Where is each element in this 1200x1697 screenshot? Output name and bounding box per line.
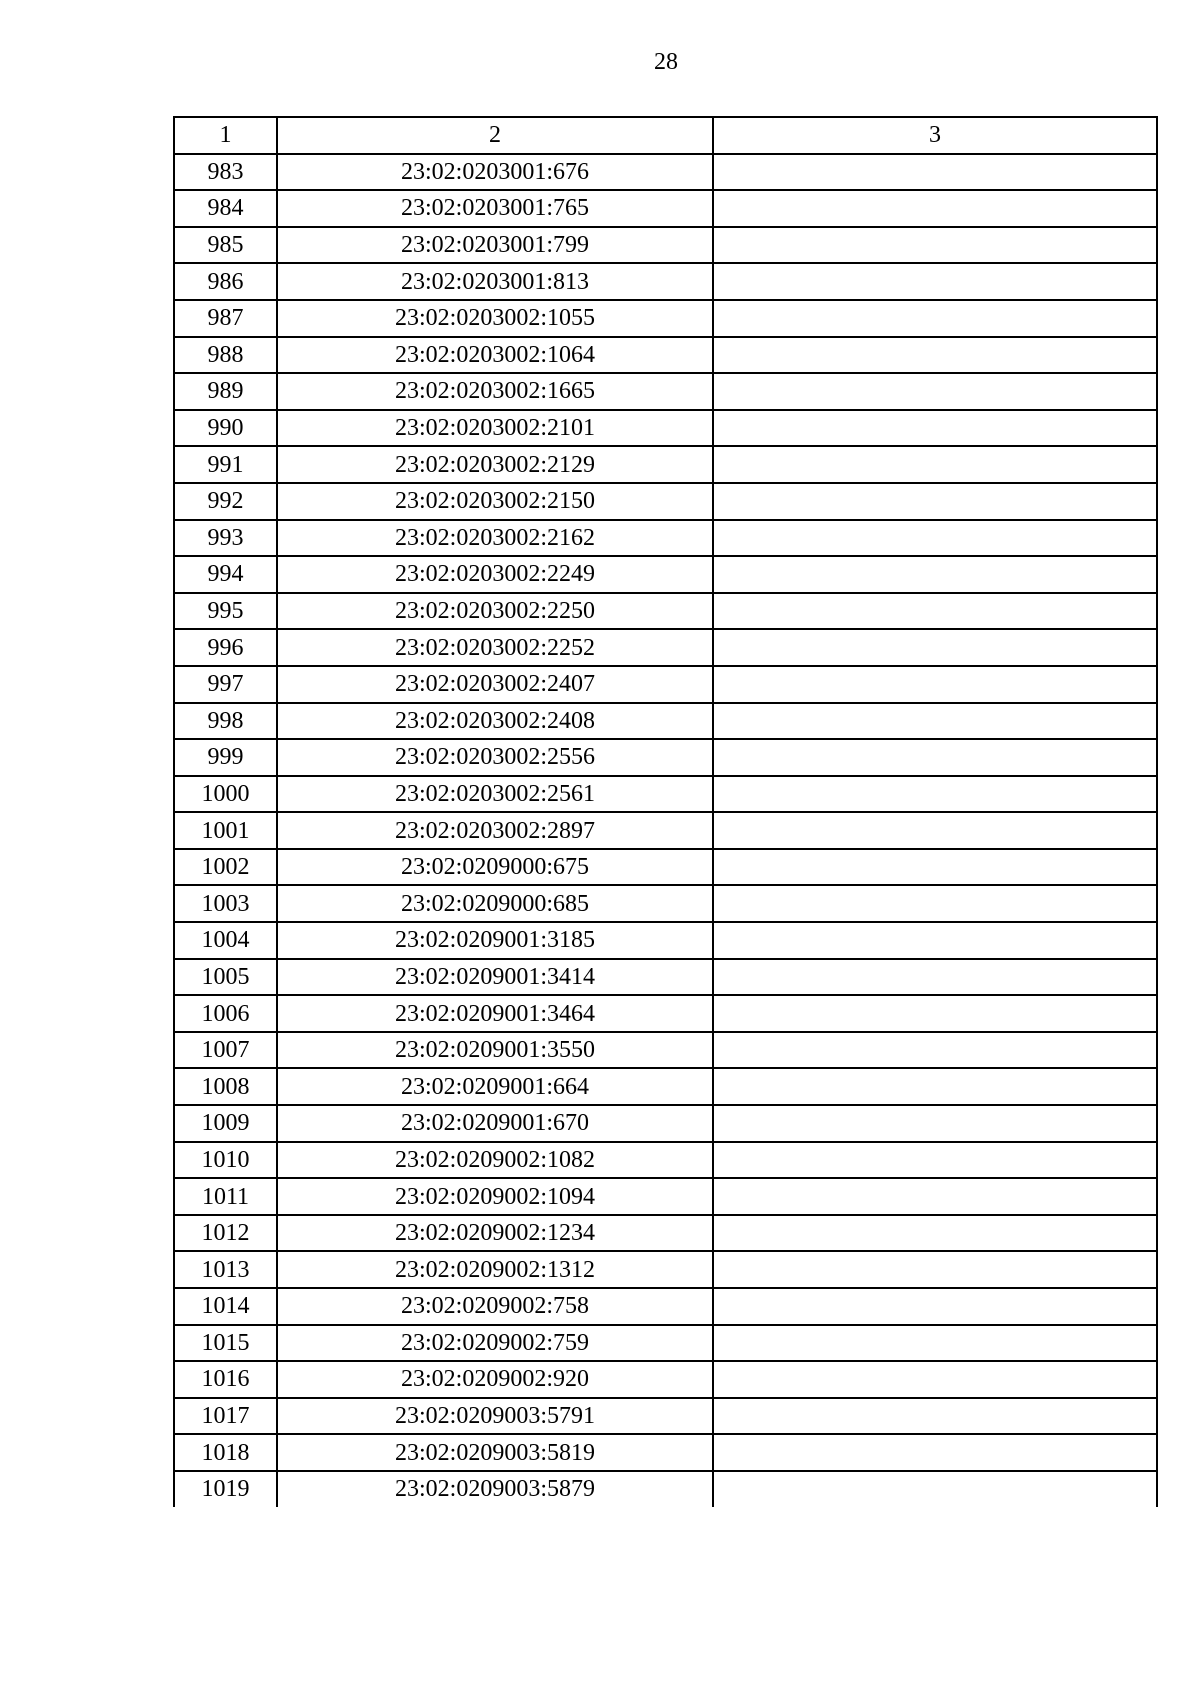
table-row: [174, 1325, 1157, 1362]
table-row: [174, 1361, 1157, 1398]
note-cell: [713, 1288, 1157, 1325]
cadastral-number-cell: 23:02:0209002:1234: [277, 1215, 713, 1252]
row-number-cell: 995: [174, 593, 277, 630]
cadastral-number-cell: 23:02:0203002:2561: [277, 776, 713, 813]
row-number-cell: 984: [174, 190, 277, 227]
note-cell: [713, 337, 1157, 374]
row-number-cell: 1006: [174, 995, 277, 1032]
cadastral-number-cell: 23:02:0203002:2150: [277, 483, 713, 520]
cadastral-number-cell: 23:02:0209002:1082: [277, 1142, 713, 1179]
table-row: [174, 190, 1157, 227]
row-number-cell: 1009: [174, 1105, 277, 1142]
header-cell-1: 1: [174, 117, 277, 154]
cadastral-number-cell: 23:02:0203002:1665: [277, 373, 713, 410]
cadastral-number-cell: 23:02:0209003:5879: [277, 1471, 713, 1507]
note-cell: [713, 373, 1157, 410]
header-cell-3: 3: [713, 117, 1157, 154]
cadastral-number-cell: 23:02:0203002:2408: [277, 703, 713, 740]
table-row: [174, 1288, 1157, 1325]
note-cell: [713, 1251, 1157, 1288]
table-row: [174, 1178, 1157, 1215]
row-number-cell: 988: [174, 337, 277, 374]
row-number-cell: 1003: [174, 885, 277, 922]
cadastral-number-cell: 23:02:0203002:1064: [277, 337, 713, 374]
row-number-cell: 1018: [174, 1434, 277, 1471]
note-cell: [713, 922, 1157, 959]
table-row: [174, 1068, 1157, 1105]
cadastral-number-cell: 23:02:0203001:676: [277, 154, 713, 191]
row-number-cell: 989: [174, 373, 277, 410]
row-number-cell: 994: [174, 556, 277, 593]
row-number-cell: 1019: [174, 1471, 277, 1507]
note-cell: [713, 263, 1157, 300]
page-number: 28: [654, 49, 678, 75]
row-number-cell: 983: [174, 154, 277, 191]
row-number-cell: 1017: [174, 1398, 277, 1435]
row-number-cell: 1014: [174, 1288, 277, 1325]
note-cell: [713, 739, 1157, 776]
row-number-cell: 1002: [174, 849, 277, 886]
table-row: [174, 666, 1157, 703]
cadastral-number-cell: 23:02:0209003:5791: [277, 1398, 713, 1435]
table-row: [174, 703, 1157, 740]
row-number-cell: 1007: [174, 1032, 277, 1069]
note-cell: [713, 666, 1157, 703]
cadastral-number-cell: 23:02:0209002:758: [277, 1288, 713, 1325]
row-number-cell: 1016: [174, 1361, 277, 1398]
cadastral-number-cell: 23:02:0209000:675: [277, 849, 713, 886]
header-cell-2: 2: [277, 117, 713, 154]
table-row: [174, 629, 1157, 666]
table-row: [174, 739, 1157, 776]
note-cell: [713, 1361, 1157, 1398]
note-cell: [713, 300, 1157, 337]
note-cell: [713, 227, 1157, 264]
cadastral-number-cell: 23:02:0203001:813: [277, 263, 713, 300]
note-cell: [713, 520, 1157, 557]
note-cell: [713, 1434, 1157, 1471]
note-cell: [713, 959, 1157, 996]
row-number-cell: 1012: [174, 1215, 277, 1252]
note-cell: [713, 1032, 1157, 1069]
cadastral-number-cell: 23:02:0209001:3185: [277, 922, 713, 959]
cadastral-number-cell: 23:02:0203001:799: [277, 227, 713, 264]
table-row: [174, 1251, 1157, 1288]
table-row: [174, 410, 1157, 447]
table-row: [174, 959, 1157, 996]
row-number-cell: 1005: [174, 959, 277, 996]
note-cell: [713, 1105, 1157, 1142]
table-row: [174, 1105, 1157, 1142]
cadastral-number-cell: 23:02:0203002:2252: [277, 629, 713, 666]
row-number-cell: 997: [174, 666, 277, 703]
note-cell: [713, 812, 1157, 849]
cadastral-number-cell: 23:02:0203002:2250: [277, 593, 713, 630]
cadastral-number-cell: 23:02:0209001:670: [277, 1105, 713, 1142]
table-row: [174, 776, 1157, 813]
table-body: [174, 117, 1157, 1507]
note-cell: [713, 1325, 1157, 1362]
table-row: [174, 1215, 1157, 1252]
table-row: [174, 849, 1157, 886]
table-row: [174, 995, 1157, 1032]
row-number-cell: 991: [174, 446, 277, 483]
cadastral-number-cell: 23:02:0203002:2101: [277, 410, 713, 447]
note-cell: [713, 446, 1157, 483]
note-cell: [713, 593, 1157, 630]
cadastral-number-cell: 23:02:0209001:3550: [277, 1032, 713, 1069]
note-cell: [713, 629, 1157, 666]
table-row: [174, 154, 1157, 191]
table-row: [174, 812, 1157, 849]
row-number-cell: 996: [174, 629, 277, 666]
row-number-cell: 990: [174, 410, 277, 447]
note-cell: [713, 1178, 1157, 1215]
cadastral-number-cell: 23:02:0203002:2556: [277, 739, 713, 776]
note-cell: [713, 995, 1157, 1032]
table-row: [174, 373, 1157, 410]
row-number-cell: 1010: [174, 1142, 277, 1179]
cadastral-number-cell: 23:02:0203002:2897: [277, 812, 713, 849]
table-row: [174, 263, 1157, 300]
table-row: [174, 1434, 1157, 1471]
cadastral-number-cell: 23:02:0203002:2249: [277, 556, 713, 593]
cadastral-number-cell: 23:02:0209002:1312: [277, 1251, 713, 1288]
note-cell: [713, 190, 1157, 227]
note-cell: [713, 885, 1157, 922]
table-row: [174, 922, 1157, 959]
table-row: [174, 556, 1157, 593]
cadastral-number-cell: 23:02:0203002:1055: [277, 300, 713, 337]
table-row: [174, 337, 1157, 374]
note-cell: [713, 1215, 1157, 1252]
cadastral-table: [173, 116, 1158, 1507]
cadastral-number-cell: 23:02:0203002:2129: [277, 446, 713, 483]
table-row: [174, 446, 1157, 483]
row-number-cell: 1001: [174, 812, 277, 849]
note-cell: [713, 1142, 1157, 1179]
table-row: [174, 483, 1157, 520]
note-cell: [713, 703, 1157, 740]
note-cell: [713, 154, 1157, 191]
row-number-cell: 1008: [174, 1068, 277, 1105]
cadastral-number-cell: 23:02:0209000:685: [277, 885, 713, 922]
row-number-cell: 992: [174, 483, 277, 520]
note-cell: [713, 1398, 1157, 1435]
row-number-cell: 986: [174, 263, 277, 300]
cadastral-number-cell: 23:02:0209002:1094: [277, 1178, 713, 1215]
row-number-cell: 998: [174, 703, 277, 740]
row-number-cell: 999: [174, 739, 277, 776]
row-number-cell: 1004: [174, 922, 277, 959]
cadastral-number-cell: 23:02:0209001:3464: [277, 995, 713, 1032]
cadastral-number-cell: 23:02:0203002:2162: [277, 520, 713, 557]
cadastral-number-cell: 23:02:0203001:765: [277, 190, 713, 227]
row-number-cell: 987: [174, 300, 277, 337]
row-number-cell: 985: [174, 227, 277, 264]
note-cell: [713, 556, 1157, 593]
row-number-cell: 1011: [174, 1178, 277, 1215]
note-cell: [713, 483, 1157, 520]
table-row: [174, 593, 1157, 630]
table-row: [174, 520, 1157, 557]
table-row: [174, 300, 1157, 337]
table-row: [174, 1142, 1157, 1179]
table-row: [174, 227, 1157, 264]
note-cell: [713, 1068, 1157, 1105]
table-row: [174, 1398, 1157, 1435]
cadastral-number-cell: 23:02:0209002:759: [277, 1325, 713, 1362]
table-header-row: [174, 117, 1157, 154]
cadastral-number-cell: 23:02:0209001:664: [277, 1068, 713, 1105]
row-number-cell: 1000: [174, 776, 277, 813]
note-cell: [713, 776, 1157, 813]
note-cell: [713, 849, 1157, 886]
cadastral-number-cell: 23:02:0203002:2407: [277, 666, 713, 703]
table-row: [174, 1471, 1157, 1507]
note-cell: [713, 1471, 1157, 1507]
table-row: [174, 885, 1157, 922]
note-cell: [713, 410, 1157, 447]
cadastral-number-cell: 23:02:0209002:920: [277, 1361, 713, 1398]
row-number-cell: 1015: [174, 1325, 277, 1362]
row-number-cell: 993: [174, 520, 277, 557]
table-row: [174, 1032, 1157, 1069]
cadastral-number-cell: 23:02:0209001:3414: [277, 959, 713, 996]
cadastral-number-cell: 23:02:0209003:5819: [277, 1434, 713, 1471]
row-number-cell: 1013: [174, 1251, 277, 1288]
